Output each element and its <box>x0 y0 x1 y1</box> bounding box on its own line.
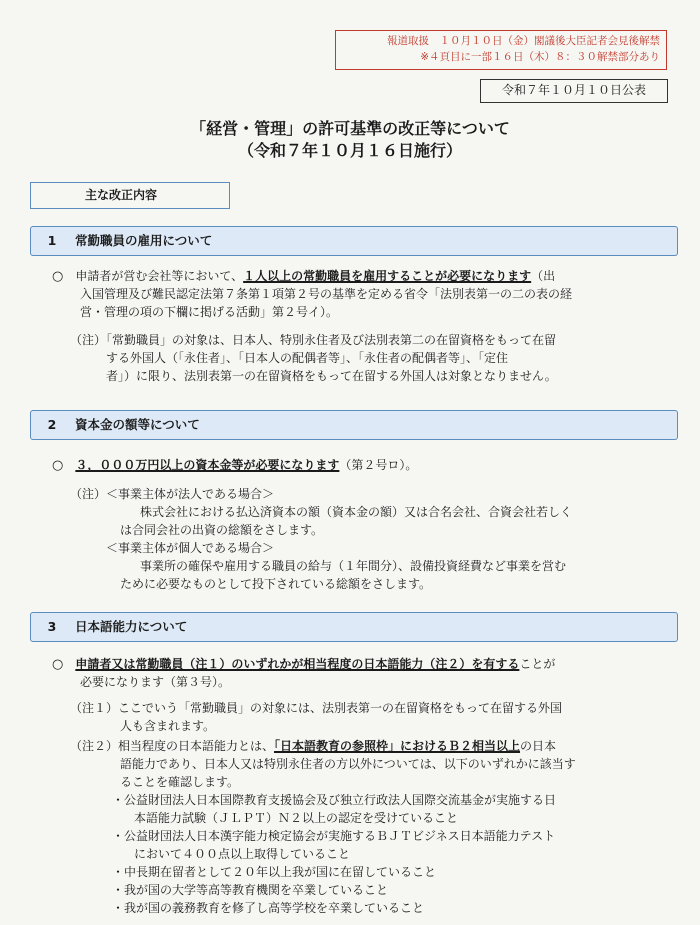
emphasis-text: 「日本語教育の参照枠」におけるＢ２相当以上 <box>274 739 521 753</box>
section-1-note-1: （注）「常勤職員」の対象は、日本人、特別永住者及び法別表第二の在留資格をもって在留 <box>70 333 557 347</box>
section-heading: 常勤職員の雇用について <box>75 233 213 248</box>
list-item <box>112 828 555 844</box>
bullet-dot: ・ <box>112 901 125 915</box>
section-2-note-a1: 株式会社における払込済資本の額（資本金の額）又は合名会社、合資会社若しく <box>140 505 573 519</box>
list-item-continuation: において４００点以上取得していること <box>134 847 351 861</box>
section-2-note-a2: は合同会社の出資の総額をさします。 <box>120 523 324 537</box>
section-number: 3 <box>47 619 57 634</box>
main-changes-label: 主な改正内容 <box>30 182 230 209</box>
section-3-note2-a <box>70 738 556 754</box>
section-2-note-b2: ために必要なものとして投下されている総額をさします。 <box>120 577 432 591</box>
bullet-dot: ・ <box>112 865 125 879</box>
list-item-text: 公益財団法人日本漢字能力検定協会が実施するＢＪＴビジネス日本語能力テスト <box>124 829 556 843</box>
text: の日本 <box>520 739 557 753</box>
publication-date: 令和７年１０月１０日公表 <box>480 79 668 103</box>
list-item <box>112 900 424 916</box>
title-line-1: 「経営・管理」の許可基準の改正等について <box>190 119 510 138</box>
bullet-dot: ・ <box>112 883 125 897</box>
list-item-text: 中長期在留者として２０年以上我が国に在留していること <box>124 865 437 879</box>
list-item-text: 公益財団法人日本国際教育支援協会及び独立行政法人国際交流基金が実施する日 <box>124 793 557 807</box>
section-1-header <box>30 226 678 256</box>
section-2-header <box>30 410 678 440</box>
section-3-note2-b: 語能力であり、日本人又は特別永住者の方以外については、以下のいずれかに該当す <box>120 757 576 771</box>
section-3-note1-b: 人も含まれます。 <box>120 719 216 733</box>
bullet-dot: ・ <box>112 793 125 807</box>
embargo-line-2: ※４頁目に一部１６日（木）８：３０解禁部分あり <box>420 51 660 63</box>
title-line-2: （令和７年１０月１６日施行） <box>237 141 462 160</box>
embargo-notice <box>335 30 667 70</box>
bullet-circle: ○ <box>52 657 64 672</box>
section-1-line-1 <box>52 268 555 285</box>
text: （出 <box>531 269 556 283</box>
section-heading: 日本語能力について <box>75 619 188 634</box>
list-item-continuation: 本語能力試験（ＪＬＰＴ）Ｎ２以上の認定を受けていること <box>134 811 459 825</box>
section-2-note-b-label: ＜事業主体が個人である場合＞ <box>106 541 275 555</box>
emphasis-text: ３，０００万円以上の資本金等が必要になります <box>75 458 340 472</box>
section-3-line-2: 必要になります（第３号）。 <box>80 675 231 689</box>
bullet-circle: ○ <box>52 269 64 284</box>
section-2-line-1 <box>52 457 417 474</box>
section-3-note1-a: （注１）ここでいう「常勤職員」の対象には、法別表第一の在留資格をもって在留する外国 <box>70 701 563 715</box>
page-title <box>0 118 700 162</box>
text: ことが <box>519 657 556 671</box>
text: 申請者が営む会社等において、 <box>75 269 244 283</box>
bullet-circle: ○ <box>52 458 64 473</box>
section-3-header <box>30 612 678 642</box>
section-number: 2 <box>47 417 57 432</box>
section-3-note2-c: ることを確認します。 <box>120 775 240 789</box>
section-3-line-1 <box>52 656 555 673</box>
section-heading: 資本金の額等について <box>75 417 200 432</box>
section-1-line-3: 営・管理の項の下欄に掲げる活動」第２号イ）。 <box>80 305 339 319</box>
text: （第２号ロ）。 <box>339 458 418 472</box>
section-number: 1 <box>47 233 57 248</box>
section-1-line-2: 入国管理及び難民認定法第７条第１項第２号の基準を定める省令「法別表第一の二の表の経 <box>80 287 573 301</box>
embargo-line-1: 報道取扱 １０月１０日（金）閣議後大臣記者会見後解禁 <box>387 35 660 47</box>
list-item-text: 我が国の大学等高等教育機関を卒業していること <box>124 883 389 897</box>
bullet-dot: ・ <box>112 829 125 843</box>
section-2-note-b1: 事業所の確保や雇用する職員の給与（１年間分）、設備投資経費など事業を営む <box>140 559 567 573</box>
list-item-text: 我が国の義務教育を修了し高等学校を卒業していること <box>124 901 425 915</box>
list-item <box>112 792 556 808</box>
section-1-note-2: する外国人（「永住者」、「日本人の配偶者等」、「永住者の配偶者等」、「定住 <box>106 351 509 365</box>
section-1-note-3: 者」）に限り、法別表第一の在留資格をもって在留する外国人は対象となりません。 <box>106 369 557 383</box>
emphasis-text: １人以上の常勤職員を雇用することが必要になります <box>243 269 532 283</box>
list-item <box>112 882 388 898</box>
text: （注２）相当程度の日本語能力とは、 <box>70 739 275 753</box>
list-item <box>112 864 436 880</box>
section-2-note-label: （注）＜事業主体が法人である場合＞ <box>70 487 275 501</box>
emphasis-text: 申請者又は常勤職員（注１）のいずれかが相当程度の日本語能力（注２）を有する <box>75 657 520 671</box>
